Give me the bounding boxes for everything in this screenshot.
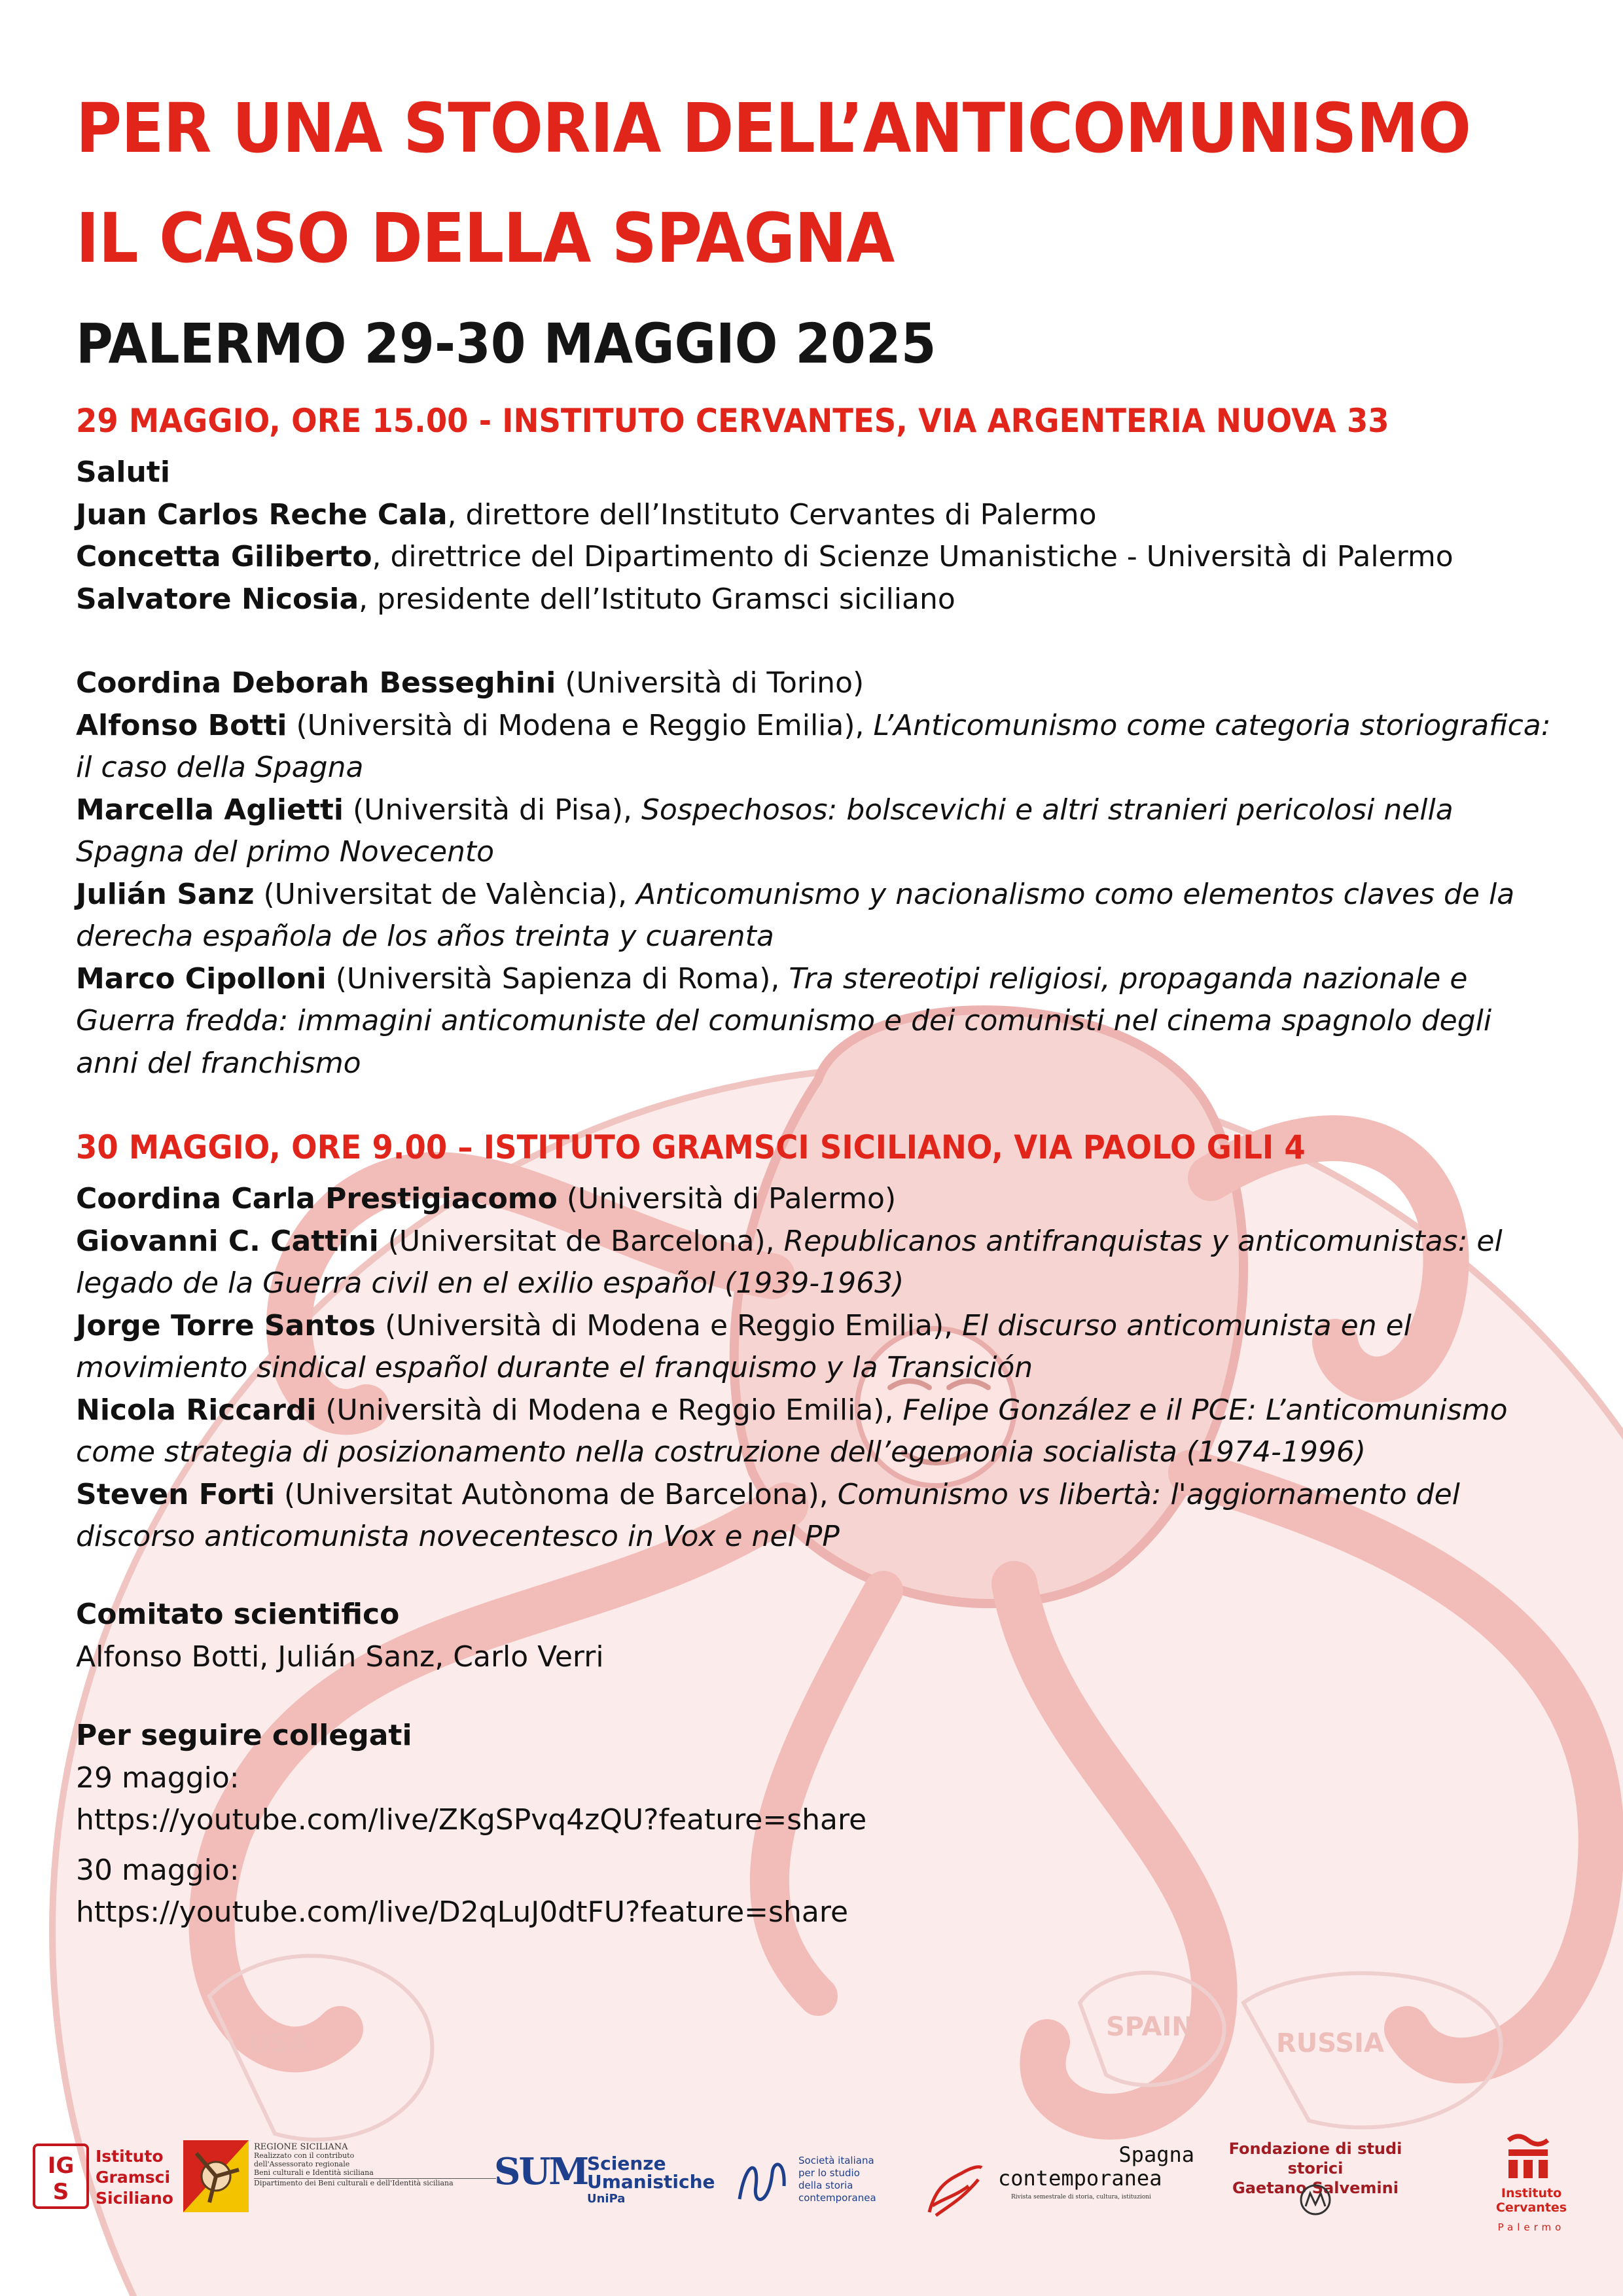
title-line-2: IL CASO DELLA SPAGNA (76, 198, 895, 278)
streaming-label: Per seguire collegati (76, 1719, 412, 1752)
sicily-coat-of-arms-icon (183, 2140, 249, 2212)
sissco-mark-icon (733, 2147, 792, 2212)
committee-section (76, 1594, 1555, 1678)
streaming-day1-label: 29 maggio: (76, 1761, 240, 1795)
svg-text:IG: IG (47, 2153, 75, 2179)
day1-program (76, 452, 1555, 1085)
map-label-russia: RUSSIA (1276, 2028, 1384, 2058)
day2-talk-3: Nicola Riccardi (Università di Modena e Reggio Emilia), Felipe González e il PCE: L’anticomunismo come strategia di posizionamento nella costruzione dell’egemonia socialista (1974-1996) (76, 1393, 1508, 1469)
logo-spagna-contemporanea: Spagna contemporanea Rivista semestrale di storia, cultura, istituzioni (998, 2142, 1194, 2200)
streaming-day1-link[interactable]: https://youtube.com/live/ZKgSPvq4zQU?feature=share (76, 1803, 867, 1837)
streaming-section (76, 1715, 1555, 1934)
day2-talk-1: Giovanni C. Cattini (Universitat de Barcelona), Republicanos antifranquistas y anticomunistas: el legado de la Guerra civil en el exilio español (1939-1963) (76, 1224, 1503, 1300)
logo-fondazione-salvemini: Fondazione di studi storici Gaetano Salvemini (1204, 2139, 1427, 2224)
salvemini-emblem-icon (1299, 2183, 1332, 2216)
logo-instituto-cervantes: Instituto Cervantes Palermo (1479, 2134, 1584, 2245)
greeter-3: Salvatore Nicosia, presidente dell’Istituto Gramsci siciliano (76, 582, 955, 616)
logo-regione-siciliana: REGIONE SICILIANA Realizzato con il contributo dell'Assessorato regionale Beni culturali e Identità siciliana Dipartimento dei Beni culturali e dell'Identità siciliana (183, 2140, 497, 2219)
day2-header: 30 MAGGIO, ORE 9.00 – ISTITUTO GRAMSCI SICILIANO, VIA PAOLO GILI 4 (76, 1128, 1306, 1166)
committee-label: Comitato scientifico (76, 1598, 400, 1631)
logo-istituto-gramsci: IG S Istituto Gramsci Siciliano (33, 2144, 183, 2215)
day2-chair: Coordina Carla Prestigiacomo (Università di Palermo) (76, 1182, 897, 1215)
logo-sissco: Società italiana per lo studio della storia contemporanea (733, 2147, 897, 2219)
day1-talk-4: Marco Cipolloni (Università Sapienza di Roma), Tra stereotipi religiosi, propaganda nazionale e Guerra fredda: immagini anticomuniste del comunismo e dei comunisti nel cinema spagnolo degli anni del franchismo (76, 961, 1492, 1080)
map-label-spain: SPAIN (1106, 2012, 1194, 2042)
svg-text:S: S (52, 2179, 69, 2205)
title-line-1: PER UNA STORIA DELL’ANTICOMUNISMO (76, 88, 1471, 168)
event-dates: PALERMO 29-30 MAGGIO 2025 (76, 312, 936, 376)
greeter-1: Juan Carlos Reche Cala, direttore dell’Instituto Cervantes di Palermo (76, 497, 1097, 531)
streaming-day2-link[interactable]: https://youtube.com/live/D2qLuJ0dtFU?feature=share (76, 1895, 849, 1929)
cervantes-mark-icon (1502, 2134, 1554, 2179)
map-label-usa: USA (249, 2028, 310, 2058)
day2-talk-4: Steven Forti (Universitat Autònoma de Barcelona), Comunismo vs libertà: l'aggiornamento del discorso anticomunista novecentesco in Vox e nel PP (76, 1477, 1460, 1553)
red-brush-mark-icon (923, 2160, 988, 2219)
day1-talk-3: Julián Sanz (Universitat de València), Anticomunismo y nacionalismo como elementos claves de la derecha española de los años treinta y cuarenta (76, 877, 1515, 953)
committee-members: Alfonso Botti, Julián Sanz, Carlo Verri (76, 1640, 604, 1674)
scribble-logo (923, 2160, 995, 2219)
day1-header: 29 MAGGIO, ORE 15.00 - INSTITUTO CERVANTES, VIA ARGENTERIA NUOVA 33 (76, 402, 1389, 440)
streaming-day2-label: 30 maggio: (76, 1853, 240, 1887)
day1-chair: Coordina Deborah Besseghini (Università di Torino) (76, 666, 865, 700)
greeter-2: Concetta Giliberto, direttrice del Dipartimento di Scienze Umanistiche - Università di Palermo (76, 540, 1454, 573)
day2-program (76, 1178, 1555, 1558)
day1-talk-1: Alfonso Botti (Università di Modena e Reggio Emilia), L’Anticomunismo come categoria storiografica: il caso della Spagna (76, 708, 1551, 784)
day1-talk-2: Marcella Aglietti (Università di Pisa), Sospechosos: bolscevichi e altri stranieri pericolosi nella Spagna del primo Novecento (76, 793, 1454, 869)
saluti-label: Saluti (76, 456, 170, 489)
sponsor-logos (0, 2114, 1623, 2245)
day2-talk-2: Jorge Torre Santos (Università di Modena e Reggio Emilia), El discurso anticomunista en el movimiento sindical español durante el franquismo y la Transición (76, 1308, 1412, 1384)
gramsci-mark-icon (33, 2144, 89, 2209)
logo-scienze-umanistiche: SUM Scienze Umanistiche UniPa (494, 2150, 715, 2206)
